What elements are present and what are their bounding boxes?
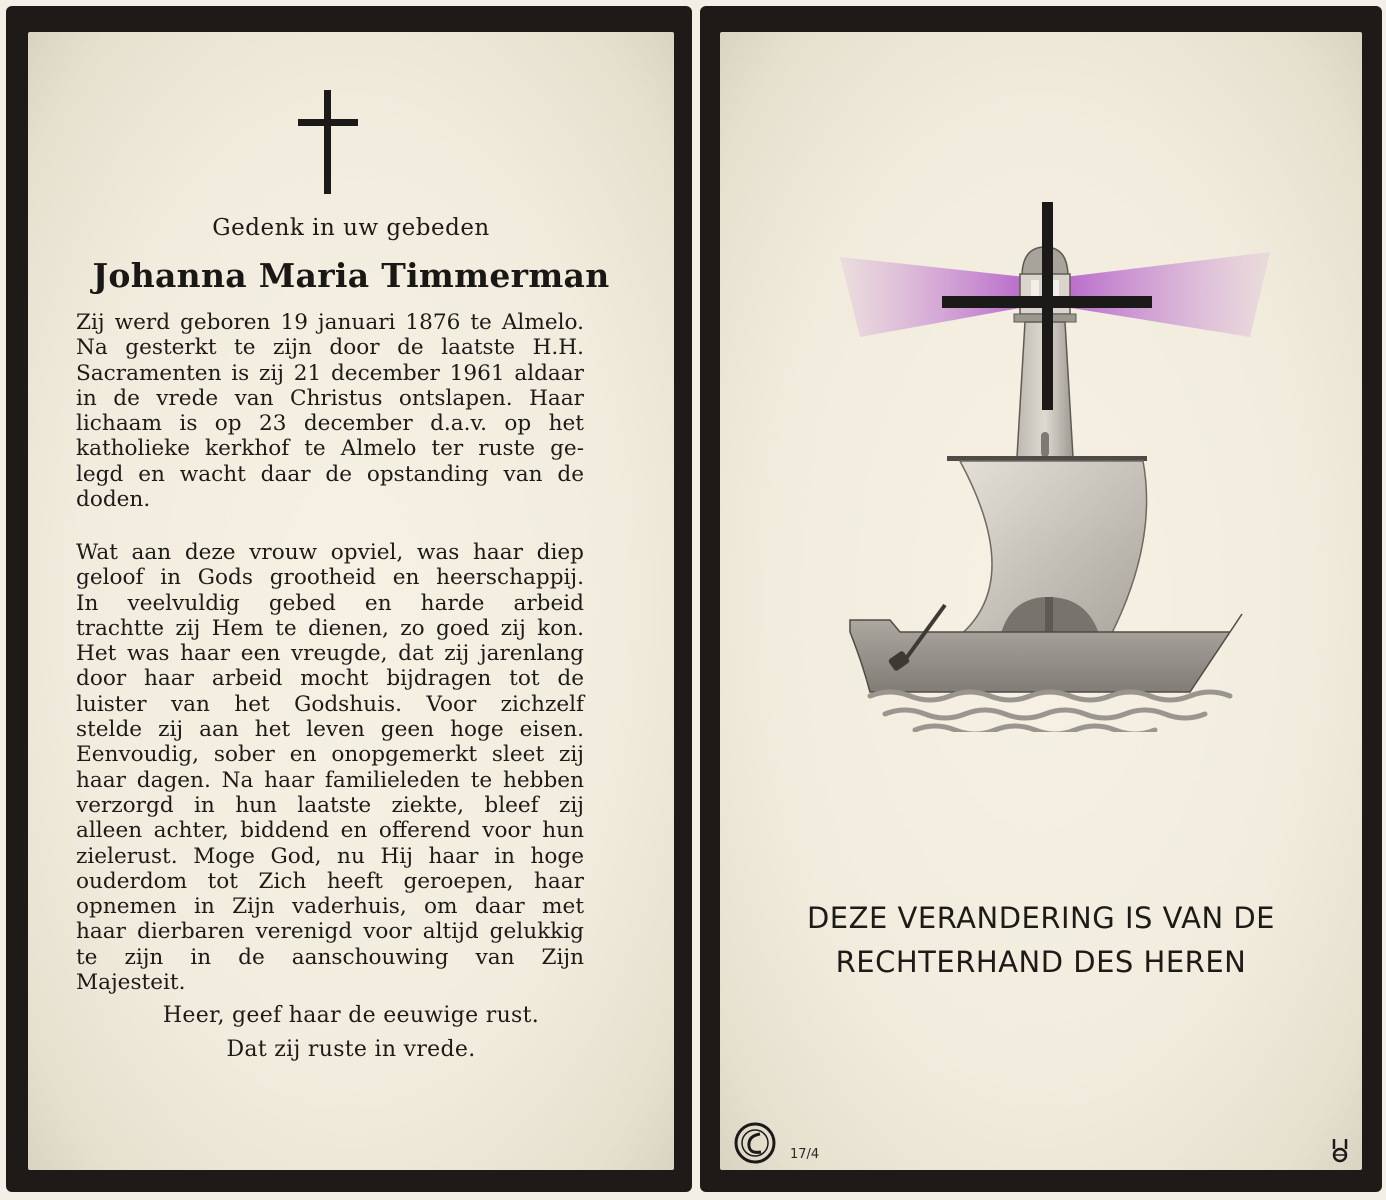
- bio-line: katholieke kerkhof te Almelo ter ruste ge-: [76, 436, 584, 462]
- tribute-line: ouderdom tot Zich heeft geroepen, haar: [76, 868, 584, 894]
- bio-line: in de vrede van Christus ontslapen. Haar: [76, 385, 584, 411]
- tribute-paragraph: [76, 540, 584, 995]
- tribute-line: alleen achter, biddend en offerend voor hun: [76, 818, 584, 844]
- tribute-line: haar dagen. Na haar familieleden te hebben: [76, 767, 584, 793]
- tribute-line: haar dierbaren verenigd voor altijd gelukkig: [76, 919, 584, 945]
- bio-line: Zij werd geboren 19 januari 1876 te Almelo.: [76, 310, 584, 335]
- motto-line-2: RECHTERHAND DES HEREN: [835, 945, 1247, 979]
- cross-icon: [298, 90, 358, 194]
- deceased-name: Johanna Maria Timmerman: [92, 256, 610, 295]
- tribute-line: door haar arbeid mocht bijdragen tot de: [76, 666, 584, 692]
- bio-line: legd en wacht daar de opstanding van de: [76, 461, 584, 487]
- tribute-line: trachtte zij Hem te dienen, zo goed zij kon.: [76, 615, 584, 641]
- tribute-line: Majesteit.: [76, 970, 186, 996]
- prayer-intro: Gedenk in uw gebeden: [212, 215, 490, 241]
- tribute-line: verzorgd in hun laatste ziekte, bleef zij: [76, 792, 584, 818]
- motto-line-1: DEZE VERANDERING IS VAN DE: [806, 901, 1276, 935]
- tribute-line: Het was haar een vreugde, dat zij jarenlang: [76, 641, 584, 667]
- biography-paragraph: [76, 310, 584, 512]
- tribute-line: opnemen in Zijn vaderhuis, om daar met: [76, 894, 584, 920]
- tribute-line: stelde zij aan het leven geen hoge eisen.: [76, 717, 584, 743]
- bio-line: lichaam is op 23 december d.a.v. op het: [76, 411, 584, 437]
- tribute-line: geloof in Gods grootheid en heerschappij.: [76, 565, 584, 591]
- bio-line: Na gesterkt te zijn door de laatste H.H.: [76, 335, 584, 361]
- artist-monogram-icon: [1330, 1137, 1350, 1163]
- scripture-motto: [720, 896, 1362, 984]
- memorial-card-right: [700, 6, 1382, 1192]
- tribute-line: te zijn in de aanschouwing van Zijn: [76, 944, 584, 970]
- card-code: 17/4: [790, 1147, 820, 1162]
- left-card-paper: [28, 32, 674, 1170]
- closing-prayer-2: Dat zij ruste in vrede.: [226, 1037, 476, 1062]
- tribute-line: zielerust. Moge God, nu Hij haar in hoge: [76, 843, 584, 869]
- tribute-line: Wat aan deze vrouw opviel, was haar diep: [76, 540, 584, 565]
- right-card-paper: [720, 32, 1362, 1170]
- tribute-line: In veelvuldig gebed en harde arbeid: [76, 590, 584, 616]
- lighthouse-ship-icon: [810, 162, 1280, 732]
- bio-line: doden.: [76, 487, 151, 513]
- bio-line: Sacramenten is zij 21 december 1961 aldaar: [76, 360, 584, 386]
- memorial-card-left: [6, 6, 692, 1192]
- tribute-line: Eenvoudig, sober en onopgemerkt sleet zij: [76, 742, 584, 768]
- closing-prayer-1: Heer, geef haar de eeuwige rust.: [162, 1003, 540, 1028]
- publisher-logo-icon: [734, 1122, 776, 1164]
- tribute-line: luister van het Godshuis. Voor zichzelf: [76, 691, 584, 717]
